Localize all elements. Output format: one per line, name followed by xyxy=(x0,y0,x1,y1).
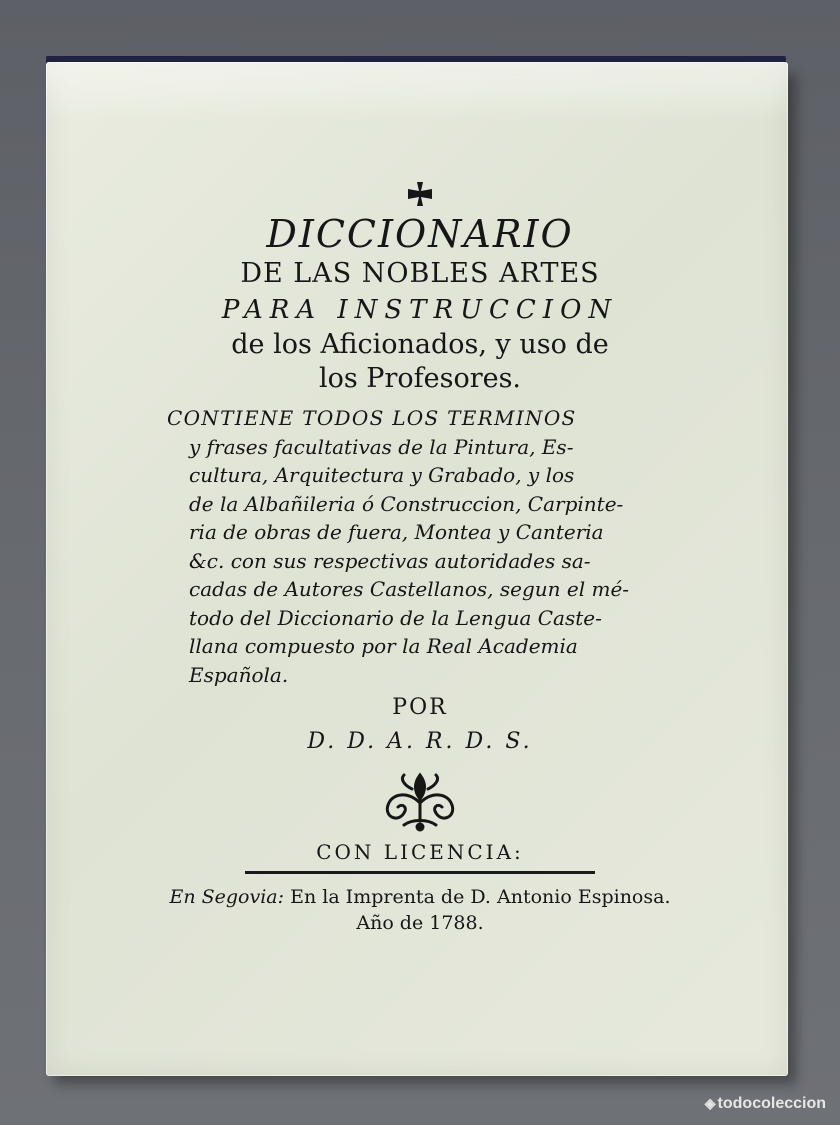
description-line: &c. con sus respectivas autoridades sa- xyxy=(189,548,591,573)
description-line: todo del Diccionario de la Lengua Caste- xyxy=(189,605,602,630)
fleuron-ornament-icon xyxy=(374,769,466,833)
description-block xyxy=(167,404,665,689)
subtitle-line-3b: los Profesores. xyxy=(318,363,522,394)
todocoleccion-logo-icon: ◈ xyxy=(704,1095,716,1111)
imprint-line xyxy=(120,884,720,910)
subtitle-line-1: DE LAS NOBLES ARTES xyxy=(240,258,600,289)
divider-rule xyxy=(245,871,595,874)
cross-icon xyxy=(406,180,434,208)
title-page xyxy=(120,180,720,936)
imprint-place: En Segovia: xyxy=(169,886,285,908)
imprint-printer: En la Imprenta de D. Antonio Espinosa. xyxy=(290,886,671,908)
watermark-text: todocoleccion xyxy=(717,1095,826,1112)
description-line: de la Albañileria ó Construccion, Carpinte- xyxy=(189,491,624,516)
publication-year: Año de 1788. xyxy=(356,912,484,934)
book-title: DICCIONARIO xyxy=(266,212,574,256)
description-line: y frases facultativas de la Pintura, Es- xyxy=(189,434,574,459)
description-line: llana compuesto por la Real Academia xyxy=(189,634,578,658)
watermark xyxy=(705,1095,826,1113)
description-line: CONTIENE TODOS LOS TERMINOS xyxy=(167,406,577,430)
author-initials: D. D. A. R. D. S. xyxy=(307,729,533,754)
description-line: ria de obras de fuera, Montea y Canteria xyxy=(189,520,604,544)
description-line: cadas de Autores Castellanos, segun el mé- xyxy=(189,577,630,601)
subtitle-line-2: PARA INSTRUCCION xyxy=(221,295,619,325)
licence-notice: CON LICENCIA: xyxy=(316,840,524,864)
subtitle-line-3a: de los Aficionados, y uso de xyxy=(231,329,609,360)
por-label: POR xyxy=(392,695,448,720)
description-line: cultura, Arquitectura y Grabado, y los xyxy=(189,463,575,487)
description-line: Española. xyxy=(189,662,289,687)
